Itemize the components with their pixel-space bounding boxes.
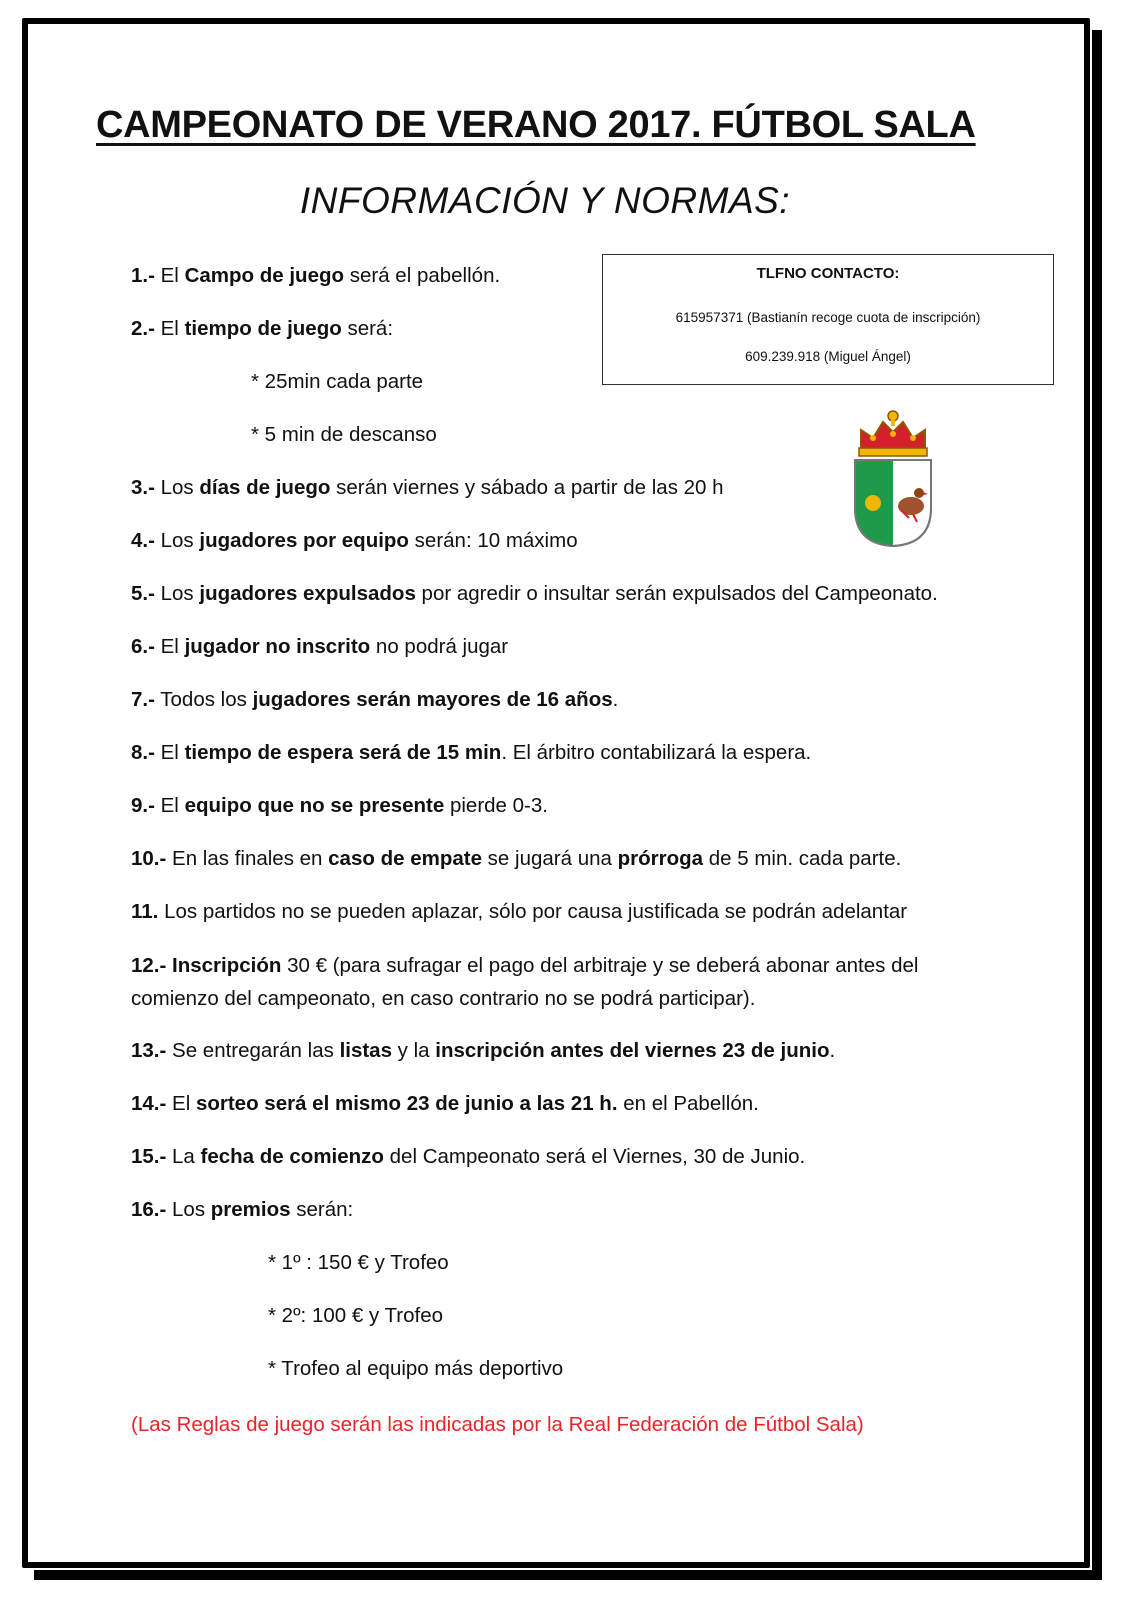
rule-item — [131, 313, 1011, 345]
rule-item — [131, 684, 1011, 716]
contact-phone-1: 615957371 (Bastianín recoge cuota de inscripción) — [675, 310, 981, 325]
rule-item — [131, 631, 1011, 663]
rule-item — [131, 260, 1011, 292]
rule-text: por agredir o insultar serán expulsados del Campeonato. — [415, 582, 938, 605]
rule-text: serán: — [290, 1198, 354, 1221]
rule-emphasis: tiempo de juego — [184, 317, 342, 340]
rule-number: 15.- — [131, 1145, 167, 1168]
rule-text: se jugará una — [481, 847, 618, 870]
rules-note: (Las Reglas de juego serán las indicadas por la Real Federación de Fútbol Sala) — [131, 1413, 864, 1436]
rule-number: 12.- — [131, 954, 167, 977]
rule-text: . — [829, 1039, 836, 1062]
rule-text: Los — [154, 582, 200, 605]
rule-text: Se entregarán las — [166, 1039, 340, 1062]
contact-title: TLFNO CONTACTO: — [756, 265, 900, 282]
rule-item — [131, 419, 1011, 451]
rule-number: 6.- — [131, 635, 155, 658]
rule-item — [131, 578, 1011, 610]
rule-number: 9.- — [131, 794, 155, 817]
rule-emphasis: premios — [210, 1198, 291, 1221]
rule-emphasis: jugadores serán mayores de 16 años — [252, 688, 613, 711]
rule-text: El — [166, 1092, 196, 1115]
rule-emphasis: inscripción antes del viernes 23 de junio — [435, 1039, 830, 1062]
rule-text: Todos los — [154, 688, 253, 711]
rule-text: Los — [154, 529, 200, 552]
rule-item — [131, 1141, 1011, 1173]
rule-item — [131, 949, 1011, 1015]
rule-number: 10.- — [131, 847, 167, 870]
rule-item — [131, 896, 1011, 928]
rule-text: * 25min cada parte — [251, 370, 424, 393]
rule-emphasis: sorteo será el mismo 23 de junio a las 21 h. — [195, 1092, 618, 1115]
rule-text: en el Pabellón. — [617, 1092, 759, 1115]
rule-text: 30 € (para sufragar el pago del arbitraje y se deberá abonar antes del comienzo del campeonato, en caso contrario no se podrá participar). — [131, 954, 919, 1010]
rule-emphasis: Campo de juego — [184, 264, 345, 287]
rule-text: . — [612, 688, 619, 711]
rule-text: serán: 10 máximo — [408, 529, 578, 552]
document-title: CAMPEONATO DE VERANO 2017. FÚTBOL SALA — [96, 104, 976, 146]
rule-item — [131, 1035, 1011, 1067]
rule-text: serán viernes y sábado a partir de las 20 h — [330, 476, 724, 499]
rule-item — [131, 790, 1011, 822]
rule-text: . El árbitro contabilizará la espera. — [501, 741, 812, 764]
rule-text: no podrá jugar — [370, 635, 509, 658]
rule-text: Los — [154, 476, 200, 499]
rule-text: La — [166, 1145, 201, 1168]
rule-emphasis: jugador no inscrito — [184, 635, 371, 658]
rule-emphasis: días de juego — [199, 476, 331, 499]
rule-text: El — [154, 794, 185, 817]
rule-emphasis: tiempo de espera será de 15 min — [184, 741, 502, 764]
rule-emphasis: jugadores por equipo — [199, 529, 409, 552]
rule-emphasis: equipo que no se presente — [184, 794, 445, 817]
document-subtitle: INFORMACIÓN Y NORMAS: — [299, 180, 791, 221]
rule-text: * Trofeo al equipo más deportivo — [268, 1357, 564, 1380]
rule-number: 3.- — [131, 476, 155, 499]
rule-text: En las finales en — [166, 847, 329, 870]
rule-text: Los — [166, 1198, 211, 1221]
rule-text: y la — [391, 1039, 436, 1062]
rule-number: 7.- — [131, 688, 155, 711]
rule-emphasis: Inscripción — [172, 954, 282, 977]
contact-phone-2: 609.239.918 (Miguel Ángel) — [745, 349, 911, 364]
rule-text: El — [154, 264, 185, 287]
rule-number: 14.- — [131, 1092, 167, 1115]
rule-text: Los partidos no se pueden aplazar, sólo por causa justificada se podrán adelantar — [158, 900, 908, 923]
rule-text: será el pabellón. — [344, 264, 501, 287]
rule-text: El — [154, 317, 185, 340]
rule-text: El — [154, 741, 185, 764]
rule-item — [131, 366, 1011, 398]
rule-text: * 5 min de descanso — [251, 423, 437, 446]
rule-number: 8.- — [131, 741, 155, 764]
rule-emphasis: fecha de comienzo — [200, 1145, 384, 1168]
rule-text: de 5 min. cada parte. — [703, 847, 902, 870]
rule-item — [131, 1247, 1011, 1279]
rule-item — [131, 843, 1011, 875]
rule-number: 5.- — [131, 582, 155, 605]
rule-text: será: — [341, 317, 394, 340]
rule-item — [131, 737, 1011, 769]
rule-item — [131, 472, 1011, 504]
rule-emphasis: caso de empate — [328, 847, 482, 870]
rule-text: del Campeonato será el Viernes, 30 de Junio. — [383, 1145, 806, 1168]
rule-number: 2.- — [131, 317, 155, 340]
rule-item — [131, 525, 1011, 557]
rule-number: 4.- — [131, 529, 155, 552]
rule-emphasis: jugadores expulsados — [199, 582, 416, 605]
rule-item — [131, 1300, 1011, 1332]
rule-item — [131, 1194, 1011, 1226]
rule-number: 1.- — [131, 264, 155, 287]
rule-text: El — [154, 635, 185, 658]
rule-emphasis: prórroga — [617, 847, 704, 870]
rule-text: pierde 0-3. — [444, 794, 548, 817]
rule-item — [131, 1088, 1011, 1120]
rule-item — [131, 1353, 1011, 1385]
rule-number: 11. — [131, 900, 159, 923]
rule-number: 16.- — [131, 1198, 167, 1221]
rule-text: * 2º: 100 € y Trofeo — [268, 1304, 444, 1327]
rule-emphasis: listas — [339, 1039, 392, 1062]
rules-list — [131, 260, 1011, 1406]
rule-number: 13.- — [131, 1039, 167, 1062]
rule-text: * 1º : 150 € y Trofeo — [268, 1251, 449, 1274]
